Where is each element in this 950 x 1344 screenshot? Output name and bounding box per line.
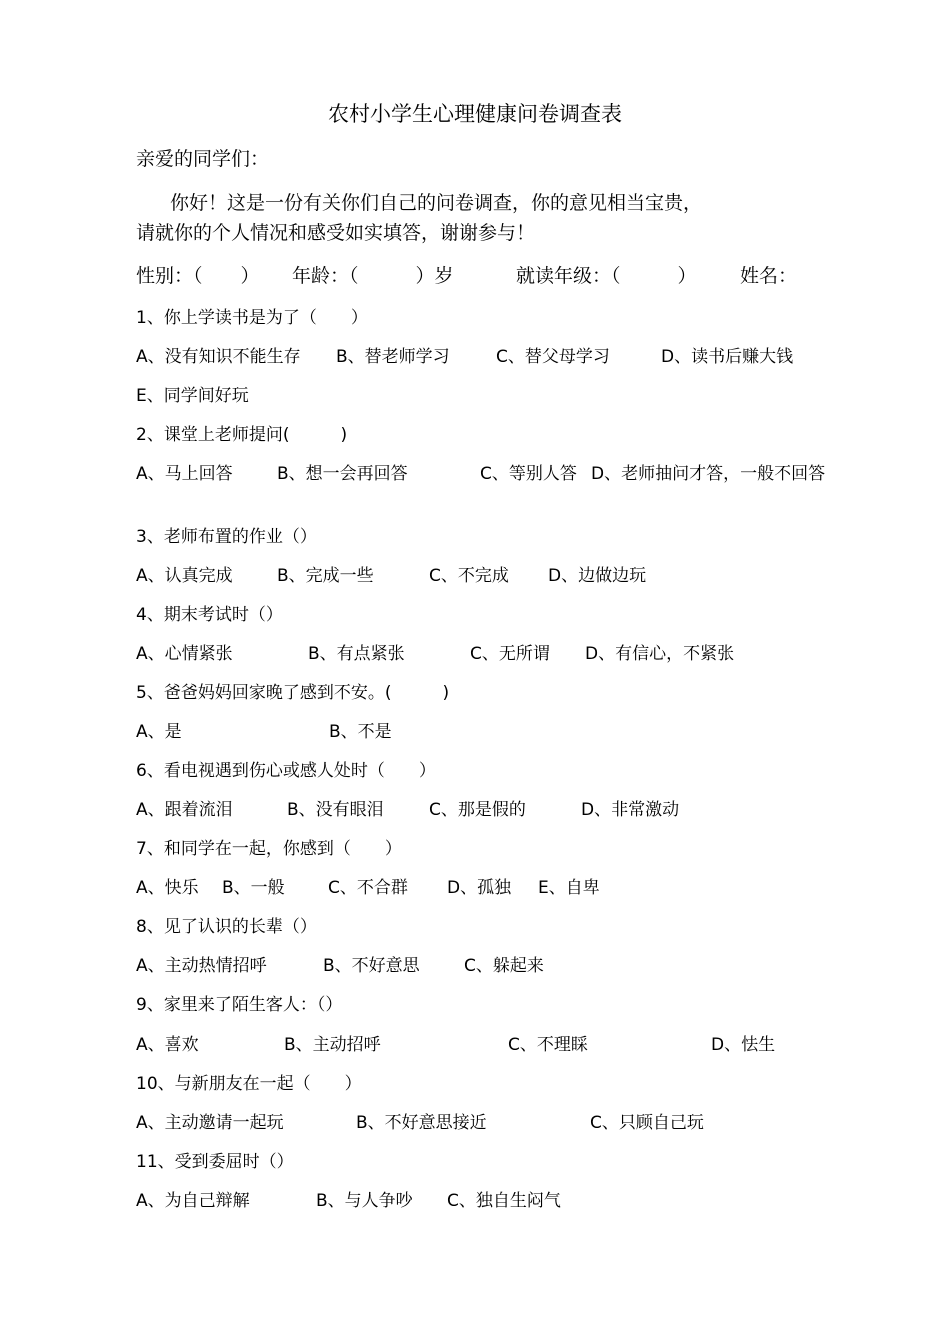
option: A、喜欢 <box>136 1035 199 1055</box>
option: D、怯生 <box>711 1035 776 1055</box>
intro-line: 请就你的个人情况和感受如实填答，谢谢参与！ <box>136 222 536 244</box>
option: E、同学间好玩 <box>136 386 249 406</box>
option: C、不理睬 <box>508 1035 588 1055</box>
intro-paragraph <box>136 188 816 248</box>
option: B、不是 <box>329 722 392 742</box>
option: D、老师抽问才答，一般不回答 <box>591 464 826 484</box>
option: B、替老师学习 <box>336 347 450 367</box>
option: C、不合群 <box>328 878 408 898</box>
option: B、有点紧张 <box>308 644 405 664</box>
intro-line: 你好！这是一份有关你们自己的问卷调查，你的意见相当宝贵， <box>170 192 703 214</box>
option: A、跟着流泪 <box>136 800 233 820</box>
option: D、边做边玩 <box>548 566 647 586</box>
option: B、不好意思接近 <box>356 1113 487 1133</box>
option: A、是 <box>136 722 182 742</box>
name-field: 姓名： <box>740 265 798 287</box>
options-11 <box>136 1189 826 1213</box>
option: B、不好意思 <box>323 956 420 976</box>
options-5 <box>136 720 826 744</box>
gender-field: 性别：（ ） <box>136 265 260 287</box>
option: C、不完成 <box>429 566 509 586</box>
question-4: 4、期末考试时（） <box>136 605 283 625</box>
question-1: 1、你上学读书是为了（ ） <box>136 308 368 328</box>
option: A、为自己辩解 <box>136 1191 250 1211</box>
option: A、主动热情招呼 <box>136 956 267 976</box>
option: A、心情紧张 <box>136 644 233 664</box>
option: D、孤独 <box>447 878 512 898</box>
option: C、无所谓 <box>470 644 550 664</box>
options-7 <box>136 876 826 900</box>
option: A、主动邀请一起玩 <box>136 1113 284 1133</box>
option: B、没有眼泪 <box>287 800 384 820</box>
option: D、有信心，不紧张 <box>585 644 735 664</box>
option: A、认真完成 <box>136 566 233 586</box>
option: C、替父母学习 <box>496 347 610 367</box>
question-7: 7、和同学在一起，你感到（ ） <box>136 839 402 859</box>
question-11: 11、受到委屈时（） <box>136 1152 294 1172</box>
option: C、等别人答 <box>480 464 577 484</box>
option: A、快乐 <box>136 878 199 898</box>
option: C、独自生闷气 <box>447 1191 561 1211</box>
greeting: 亲爱的同学们： <box>136 148 270 170</box>
option: B、想一会再回答 <box>277 464 408 484</box>
options-6 <box>136 798 826 822</box>
info-line <box>136 262 816 290</box>
options-9 <box>136 1033 826 1057</box>
option: C、躲起来 <box>464 956 544 976</box>
option: B、一般 <box>222 878 285 898</box>
question-2: 2、课堂上老师提问( ) <box>136 425 348 445</box>
option: C、只顾自己玩 <box>590 1113 704 1133</box>
question-9: 9、家里来了陌生客人：（） <box>136 995 343 1015</box>
option: B、主动招呼 <box>284 1035 381 1055</box>
option: C、那是假的 <box>429 800 526 820</box>
option: D、非常激动 <box>581 800 680 820</box>
document-title: 农村小学生心理健康问卷调查表 <box>328 102 622 126</box>
question-8: 8、见了认识的长辈（） <box>136 917 317 937</box>
options-8 <box>136 954 826 978</box>
option-wrapped <box>136 462 826 486</box>
option: D、读书后赚大钱 <box>661 347 794 367</box>
age-field: 年龄：（ ）岁 <box>292 265 454 287</box>
option: A、马上回答 <box>136 464 233 484</box>
question-10: 10、与新朋友在一起（ ） <box>136 1074 362 1094</box>
options-10 <box>136 1111 826 1135</box>
grade-field: 就读年级：（ ） <box>516 265 697 287</box>
option: B、完成一些 <box>277 566 374 586</box>
question-6: 6、看电视遇到伤心或感人处时（ ） <box>136 761 436 781</box>
option: E、自卑 <box>538 878 600 898</box>
option: B、与人争吵 <box>316 1191 413 1211</box>
options-1 <box>136 345 826 369</box>
options-4 <box>136 642 826 666</box>
question-3: 3、老师布置的作业（） <box>136 527 317 547</box>
options-3 <box>136 564 826 588</box>
option: A、没有知识不能生存 <box>136 347 301 367</box>
question-5: 5、爸爸妈妈回家晚了感到不安。( ) <box>136 683 450 703</box>
